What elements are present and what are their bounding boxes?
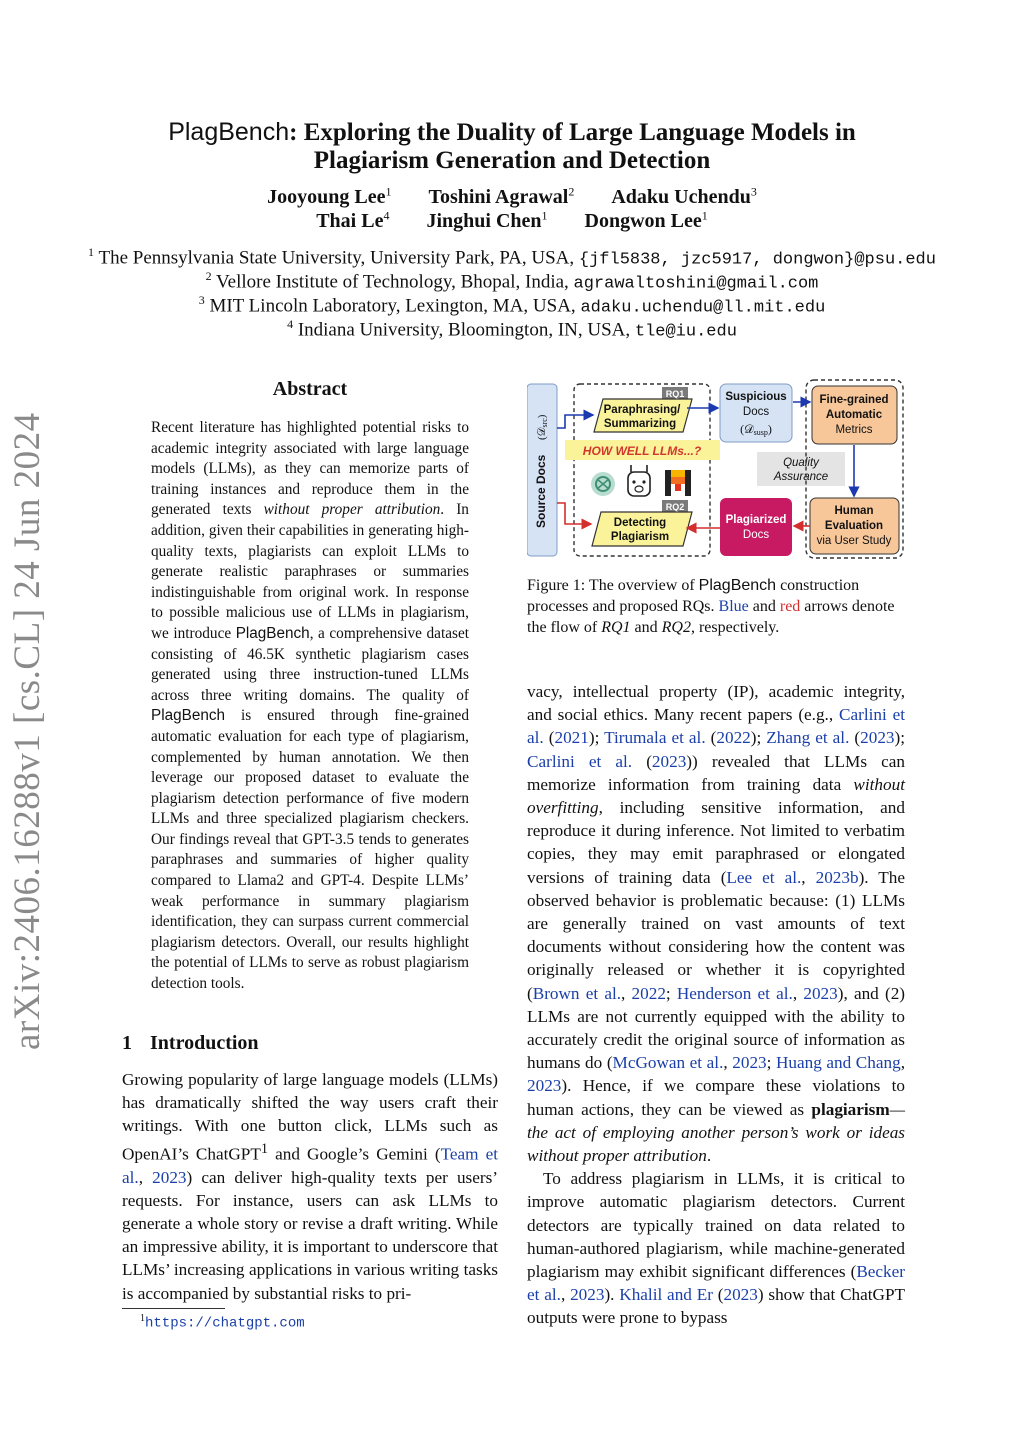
paragraph: To address plagiarism in LLMs, it is critical to improve automatic plagiarism detectors. Current detectors are typically trained on data related to human-authored plagiarism, while machine-generated plagiarism may exhibit significant differences (Becker et al., 2023). Khalil and Er (2023) show that ChatGPT outputs were prone to bypass [527, 1169, 906, 1328]
footnote-marker[interactable]: 1 [260, 1140, 269, 1157]
citation-year-link[interactable]: 2023 [723, 1285, 758, 1305]
footnote: $^1$https://chatgpt.com [140, 1313, 305, 1332]
citation-link[interactable]: Brown et al. [532, 983, 622, 1003]
d-src-label: (𝒟src) [536, 414, 549, 440]
svg-text:Detecting: Detecting [613, 517, 667, 529]
svg-text:Summarizing: Summarizing [603, 418, 677, 430]
author: Jinghui Chen$^1$ [426, 208, 548, 232]
introduction-text: Growing popularity of large language models (LLMs) has dramatically shifted the way users craft their writings. With one button click, LLMs such as OpenAI’s ChatGPT$^1$ and Google’s Gemini (Team et al., 2023) can deliver high-quality texts per users’ requests. For instance, users can ask LLMs to generate a whole story or revise a draft writing. While an impressive ability, it is important to underscore that LLMs’ increasing applications in various writing tasks is accompanied by substantial risks to pri- [122, 1070, 499, 1303]
citation-link[interactable]: Zhang et al. [766, 728, 850, 748]
citation-link[interactable]: Henderson et al. [676, 983, 793, 1003]
svg-text:Human: Human [834, 505, 874, 517]
section-heading-introduction: 1 Introduction [122, 1032, 259, 1054]
citation-year-link[interactable]: 2023 [860, 728, 895, 748]
svg-text:(𝒟susp): (𝒟susp) [740, 422, 772, 437]
author: Dongwon Lee$^1$ [584, 208, 708, 232]
rq2-tag [662, 500, 688, 512]
citation-year-link[interactable]: 2022 [631, 983, 666, 1003]
svg-text:Evaluation: Evaluation [824, 520, 884, 532]
svg-text:RQ1: RQ1 [665, 389, 685, 399]
email[interactable]: agrawaltoshini@gmail.com [573, 274, 819, 294]
author: Thai Le$^4$ [316, 208, 390, 232]
rq1-tag [662, 387, 688, 399]
email[interactable]: tle@iu.edu [634, 322, 737, 342]
paragraph: vacy, intellectual property (IP), academic integrity, and social ethics. Many recent papers (e.g., Carlini et al. (2021); Tirumala et al. (2022); Zhang et al. (2023); Carlini et al. (2023)) revealed that LLMs can memorize information from training data without overfitting, including sensitive information, and reproduce it during inference. Not limited to verbatim copies, they may emit paraphrased or elongated versions of training data (Lee et al., 2023b). The observed behavior is problematic because: (1) LLMs are generally trained on vast amounts of text documents without considering how the content was originally released or whether it is copyrighted (Brown et al., 2022; Henderson et al., 2023), and (2) LLMs are not currently equipped with the ability to accurately credit the original source of information as humans do (McGowan et al., 2023; Huang and Chang, 2023). Hence, if we compare these violations to human actions, they can be viewed as plagiarism—the act of employing another person’s work or ideas without proper attribution. [527, 682, 906, 1166]
citation-year-link[interactable]: 2023 [732, 1053, 767, 1073]
citation-year-link[interactable]: 2022 [716, 728, 751, 748]
affiliation: $^1$ The Pennsylvania State University, University Park, PA, USA, {jfl5838, jzc5917, dongwon}@psu.edu [88, 245, 936, 270]
citation-link[interactable]: Carlini et al. [527, 751, 633, 771]
dataset-name: PlagBench [235, 624, 310, 642]
citation-link[interactable]: Team et al. [122, 1144, 499, 1187]
author: Adaku Uchendu$^3$ [611, 184, 757, 208]
citation-year-link[interactable]: 2023 [803, 983, 838, 1003]
citation-year-link[interactable]: 2021 [554, 728, 589, 748]
figure-1-diagram [527, 378, 905, 560]
citation-year-link[interactable]: 2023 [651, 751, 687, 771]
dataset-name: PlagBench [151, 707, 225, 725]
svg-text:Fine-grained: Fine-grained [819, 394, 889, 406]
llama-icon [628, 465, 650, 496]
svg-text:Assurance: Assurance [773, 471, 829, 483]
fine-grained-metrics-box [812, 386, 897, 444]
detecting-plagiarism-box [592, 512, 692, 546]
human-evaluation-box [810, 498, 899, 554]
plagiarized-docs-box [720, 498, 792, 556]
author-row-2 [100, 208, 924, 233]
arxiv-identifier: arXiv:2406.16288v1 [cs.CL] 24 Jun 2024 [7, 412, 48, 1050]
footnote-url[interactable]: https://chatgpt.com [145, 1315, 305, 1332]
citation-link[interactable]: Carlini et al. [527, 705, 905, 748]
svg-text:Metrics: Metrics [835, 424, 873, 436]
author: Jooyoung Lee$^1$ [267, 184, 392, 208]
citation-year-link[interactable]: 2023b [815, 867, 859, 887]
citation-year-link[interactable]: 2023 [570, 1285, 605, 1305]
mistral-icon [665, 470, 691, 496]
svg-text:Plagiarized: Plagiarized [725, 514, 787, 526]
citation-year-link[interactable]: 2023 [527, 1076, 562, 1096]
svg-text:Quality: Quality [783, 457, 819, 469]
svg-text:Automatic: Automatic [825, 409, 883, 421]
paraphrasing-summarizing-box [594, 399, 692, 432]
citation-link[interactable]: Becker et al. [527, 1262, 905, 1305]
chatgpt-icon [591, 472, 615, 496]
paper-title: PlagBench: Exploring the Duality of Large Language Models in Plagiarism Generation and Detection [168, 118, 856, 174]
citation-link[interactable]: McGowan et al. [612, 1053, 724, 1073]
affiliation: $^2$ Vellore Institute of Technology, Bhopal, India, agrawaltoshini@gmail.com [205, 269, 819, 294]
how-well-banner [565, 440, 720, 460]
citation-link[interactable]: Tirumala et al. [604, 728, 706, 748]
source-docs-box [527, 384, 557, 556]
title-dataset-name: PlagBench [168, 118, 290, 146]
email[interactable]: {jfl5838, jzc5917, dongwon}@psu.edu [578, 250, 936, 270]
citation-link[interactable]: Khalil and Er [619, 1285, 713, 1305]
citation-link[interactable]: Huang and Chang [776, 1053, 901, 1073]
email[interactable]: adaku.uchendu@ll.mit.edu [580, 298, 826, 318]
svg-text:Paraphrasing/: Paraphrasing/ [603, 404, 681, 416]
citation-year-link[interactable]: 2023 [152, 1167, 187, 1187]
svg-text:Suspicious: Suspicious [725, 391, 787, 403]
suspicious-docs-box [720, 384, 792, 442]
affiliation: $^3$ MIT Lincoln Laboratory, Lexington, MA, USA, adaku.uchendu@ll.mit.edu [198, 293, 826, 318]
right-column-text [527, 680, 905, 1330]
abstract-heading: Abstract [272, 378, 348, 400]
svg-text:Plagiarism: Plagiarism [610, 531, 670, 543]
footnote-divider [122, 1308, 225, 1309]
svg-text:HOW WELL LLMs...?: HOW WELL LLMs...? [582, 444, 702, 458]
author-row-1 [100, 184, 924, 209]
svg-text:Docs: Docs [742, 406, 770, 418]
svg-text:Docs: Docs [742, 529, 770, 541]
source-docs-label: Source Docs [534, 454, 548, 528]
svg-text:RQ2: RQ2 [665, 502, 685, 512]
svg-text:via User Study: via User Study [816, 535, 892, 547]
figure-1-caption: Figure 1: The overview of PlagBench construction processes and proposed RQs. Blue and red arrows denote the flow of RQ1 and RQ2, respectively. [527, 577, 895, 636]
citation-link[interactable]: Lee et al. [726, 867, 802, 887]
abstract-text: Recent literature has highlighted potential risks to academic integrity associated with large language models (LLMs), as they can memorize parts of training instances and reproduce them in the generated texts without proper attribution. In addition, given their capabilities in generating high-quality texts, plagiarists can exploit LLMs to generate realistic paraphrases or summaries indistinguishable from original work. In response to possible malicious use of LLMs in plagiarism, we introduce PlagBench, a comprehensive dataset consisting of 46.5K synthetic plagiarism cases generated using three instruction-tuned LLMs across three writing domains. The quality of PlagBench is ensured through fine-grained automatic evaluation for each type of plagiarism, complemented by human annotation. We then leverage our proposed dataset to evaluate the plagiarism detection performance of five modern LLMs and three specialized plagiarism checkers. Our findings reveal that GPT-3.5 tends to generates paraphrases and summaries of higher quality compared to Llama2 and GPT-4. Despite LLMs’ weak performance in summary plagiarism identification, they can surpass current commercial plagiarism detectors. Overall, our results highlight the potential of LLMs to serve as robust plagiarism detection tools. [151, 419, 469, 993]
author: Toshini Agrawal$^2$ [428, 184, 575, 208]
quality-assurance-box [757, 452, 845, 486]
affiliation: $^4$ Indiana University, Bloomington, IN, USA, tle@iu.edu [287, 317, 737, 342]
